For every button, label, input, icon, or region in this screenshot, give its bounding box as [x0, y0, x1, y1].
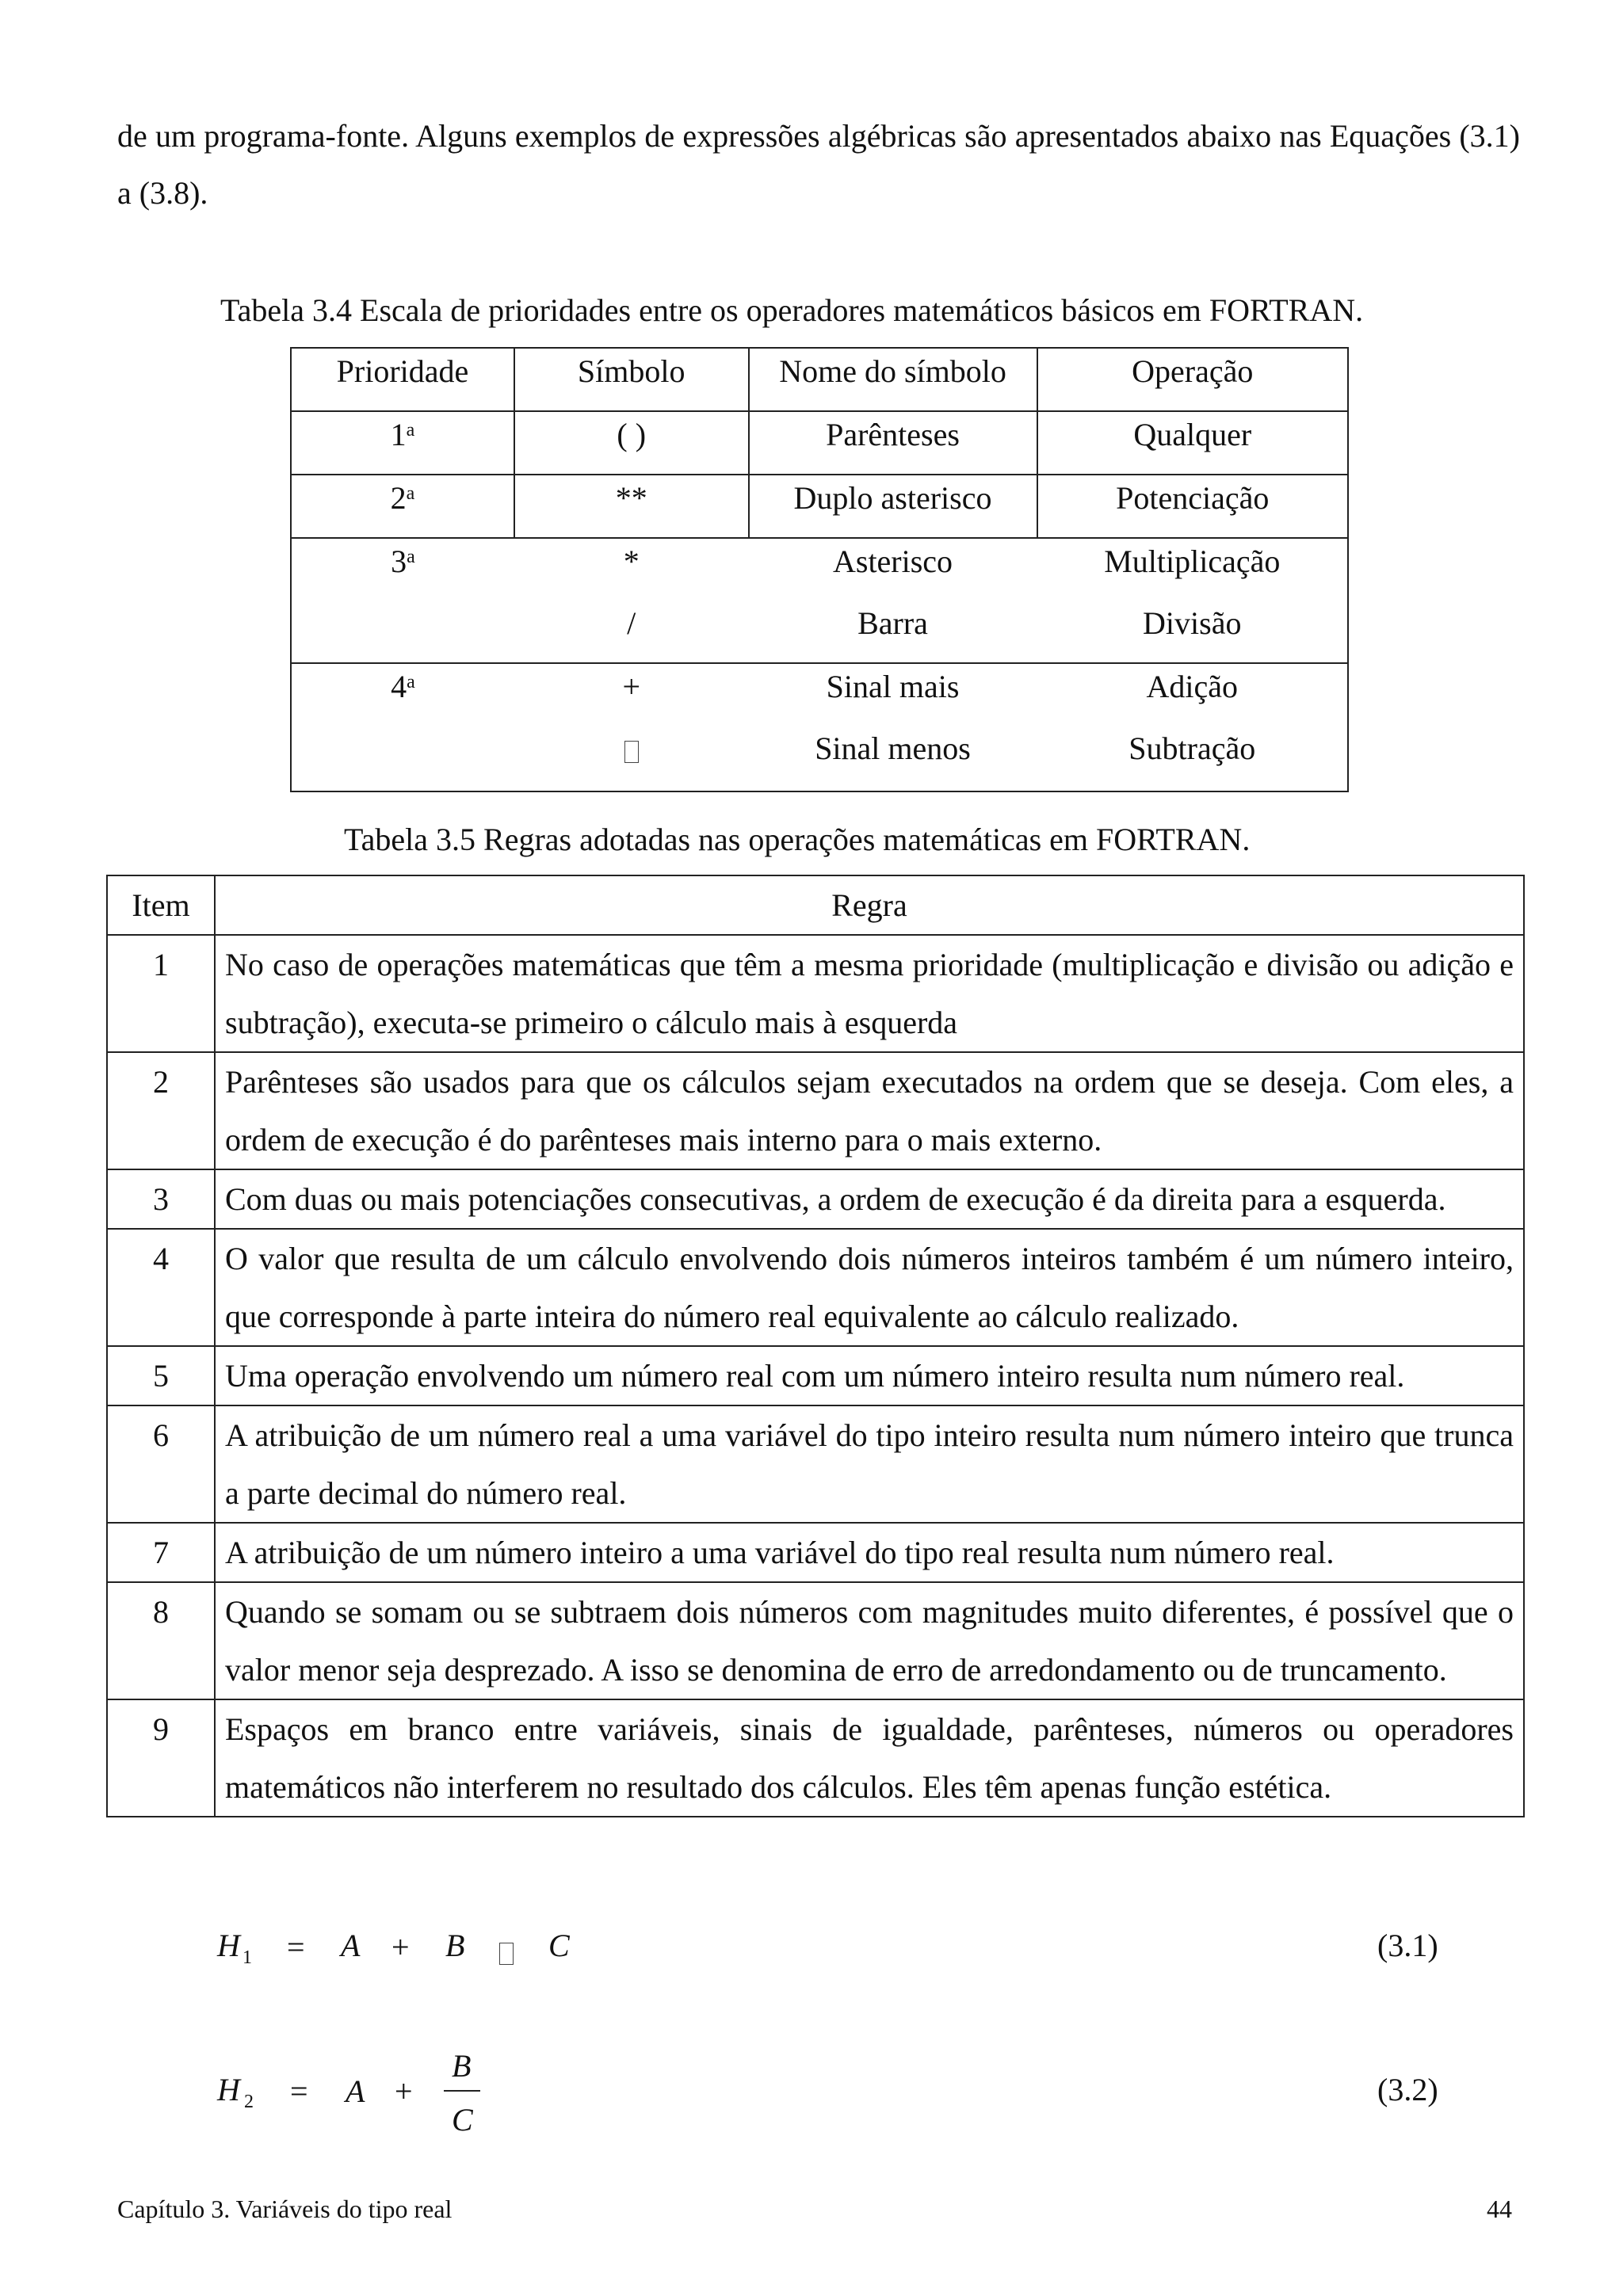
table-row — [107, 1523, 1524, 1582]
table-row — [107, 1346, 1524, 1405]
item-number: 9 — [107, 1699, 215, 1817]
rule-text: Com duas ou mais potenciações consecutivas, a ordem de execução é da direita para a esquerda. — [215, 1169, 1524, 1229]
operation-cell: Multiplicação — [1037, 538, 1348, 601]
eq1-a: A — [341, 1928, 361, 1963]
symbol-name-cell: Asterisco — [749, 538, 1037, 601]
eq1-c: C — [548, 1928, 570, 1963]
item-number: 5 — [107, 1346, 215, 1405]
symbol-cell: ** — [514, 475, 749, 538]
table-row — [107, 1405, 1524, 1523]
item-number: 2 — [107, 1052, 215, 1169]
priority-cell: 3$^a$ — [291, 538, 514, 601]
header-symbol-name: Nome do símbolo — [749, 348, 1037, 411]
minus-symbol-glyph-icon — [624, 741, 639, 763]
symbol-cell: + — [514, 663, 749, 726]
priority-cell: 4$^a$ — [291, 663, 514, 726]
eq1-lhs-subscript: 1 — [242, 1947, 252, 1968]
operation-cell: Subtração — [1037, 726, 1348, 791]
symbol-name-cell: Barra — [857, 605, 928, 641]
rule-text: Espaços em branco entre variáveis, sinais de igualdade, parênteses, números ou operadores matemáticos não interferem no resultado dos cálculos. Eles têm apenas função estética. — [215, 1699, 1524, 1817]
table-row — [291, 663, 1348, 726]
eq1-b: B — [445, 1928, 465, 1963]
table-row — [107, 1699, 1524, 1817]
priority-table — [290, 347, 1349, 792]
eq2-numerator: B — [452, 2048, 472, 2084]
eq2-fraction-bar — [444, 2090, 480, 2092]
header-symbol: Símbolo — [514, 348, 749, 411]
symbol-cell: / — [627, 605, 636, 641]
operation-cell: Divisão — [1037, 601, 1348, 663]
eq2-a: A — [346, 2073, 365, 2109]
header-operation: Operação — [1037, 348, 1348, 411]
rule-text: Uma operação envolvendo um número real com um número inteiro resulta num número real. — [215, 1346, 1524, 1405]
rule-text: O valor que resulta de um cálculo envolvendo dois números inteiros também é um número inteiro, que corresponde à parte inteira do número real equivalente ao cálculo realizado. — [215, 1229, 1524, 1346]
symbol-cell — [514, 726, 749, 791]
item-number: 1 — [107, 935, 215, 1052]
table-row — [291, 475, 1348, 538]
eq1-equals: = — [287, 1929, 305, 1965]
footer-chapter: Capítulo 3. Variáveis do tipo real — [117, 2195, 453, 2223]
priority-cell — [291, 726, 514, 791]
operation-cell: Adição — [1037, 663, 1348, 726]
rule-text: A atribuição de um número real a uma variável do tipo inteiro resulta num número inteiro que trunca a parte decimal do número real. — [215, 1405, 1524, 1523]
header-item: Item — [107, 875, 215, 935]
table-row — [291, 601, 1348, 663]
table-row — [107, 1582, 1524, 1699]
symbol-name-cell: Parênteses — [749, 411, 1037, 475]
priority-cell — [291, 601, 514, 663]
eq2-plus: + — [395, 2073, 413, 2109]
table-row — [291, 411, 1348, 475]
rule-text: A atribuição de um número inteiro a uma variável do tipo real resulta num número real. — [215, 1523, 1524, 1582]
item-number: 7 — [107, 1523, 215, 1582]
table-header-row — [107, 875, 1524, 935]
header-priority: Prioridade — [291, 348, 514, 411]
eq2-denominator: C — [452, 2102, 473, 2138]
table2-caption: Tabela 3.5 Regras adotadas nas operações matemáticas em FORTRAN. — [344, 822, 1251, 857]
table-row — [291, 538, 1348, 601]
table-row — [107, 1169, 1524, 1229]
table-header-row — [291, 348, 1348, 411]
priority-cell: 2$^a$ — [291, 475, 514, 538]
table-row — [291, 726, 1348, 791]
symbol-name-cell: Duplo asterisco — [749, 475, 1037, 538]
table-row — [107, 1052, 1524, 1169]
symbol-cell: ( ) — [514, 411, 749, 475]
rule-text: Parênteses são usados para que os cálculos sejam executados na ordem que se deseja. Com eles, a ordem de execução é do parênteses mais interno para o mais externo. — [215, 1052, 1524, 1169]
symbol-cell: * — [514, 538, 749, 601]
item-number: 3 — [107, 1169, 215, 1229]
header-rule: Regra — [215, 875, 1524, 935]
rules-table — [106, 875, 1525, 1817]
eq1-operator-glyph-icon — [499, 1932, 514, 1969]
item-number: 4 — [107, 1229, 215, 1346]
priority-cell: 1$^a$ — [291, 411, 514, 475]
item-number: 8 — [107, 1582, 215, 1699]
symbol-name-cell: Sinal mais — [749, 663, 1037, 726]
rule-text: No caso de operações matemáticas que têm a mesma prioridade (multiplicação e divisão ou adição e subtração), executa-se primeiro o cálculo mais à esquerda — [215, 935, 1524, 1052]
eq2-lhs: H — [217, 2072, 240, 2107]
eq2-lhs-subscript: 2 — [244, 2092, 254, 2112]
eq1-number: (3.1) — [1377, 1928, 1438, 1963]
eq2-equals: = — [290, 2073, 308, 2109]
table-row — [107, 935, 1524, 1052]
intro-paragraph: de um programa-fonte. Alguns exemplos de expressões algébricas são apresentados abaixo nas Equações (3.1) a (3.8). — [117, 118, 1520, 211]
footer-page-number: 44 — [1487, 2195, 1512, 2223]
table1-caption: Tabela 3.4 Escala de prioridades entre os operadores matemáticos básicos em FORTRAN. — [220, 292, 1364, 328]
symbol-name-cell: Sinal menos — [749, 726, 1037, 791]
eq2-number: (3.2) — [1377, 2072, 1438, 2107]
rule-text: Quando se somam ou se subtraem dois números com magnitudes muito diferentes, é possível que o valor menor seja desprezado. A isso se denomina de erro de arredondamento ou de truncamento. — [215, 1582, 1524, 1699]
item-number: 6 — [107, 1405, 215, 1523]
operation-cell: Potenciação — [1037, 475, 1348, 538]
operation-cell: Qualquer — [1037, 411, 1348, 475]
eq1-lhs: H — [217, 1928, 240, 1963]
table-row — [107, 1229, 1524, 1346]
eq1-plus: + — [391, 1929, 410, 1965]
